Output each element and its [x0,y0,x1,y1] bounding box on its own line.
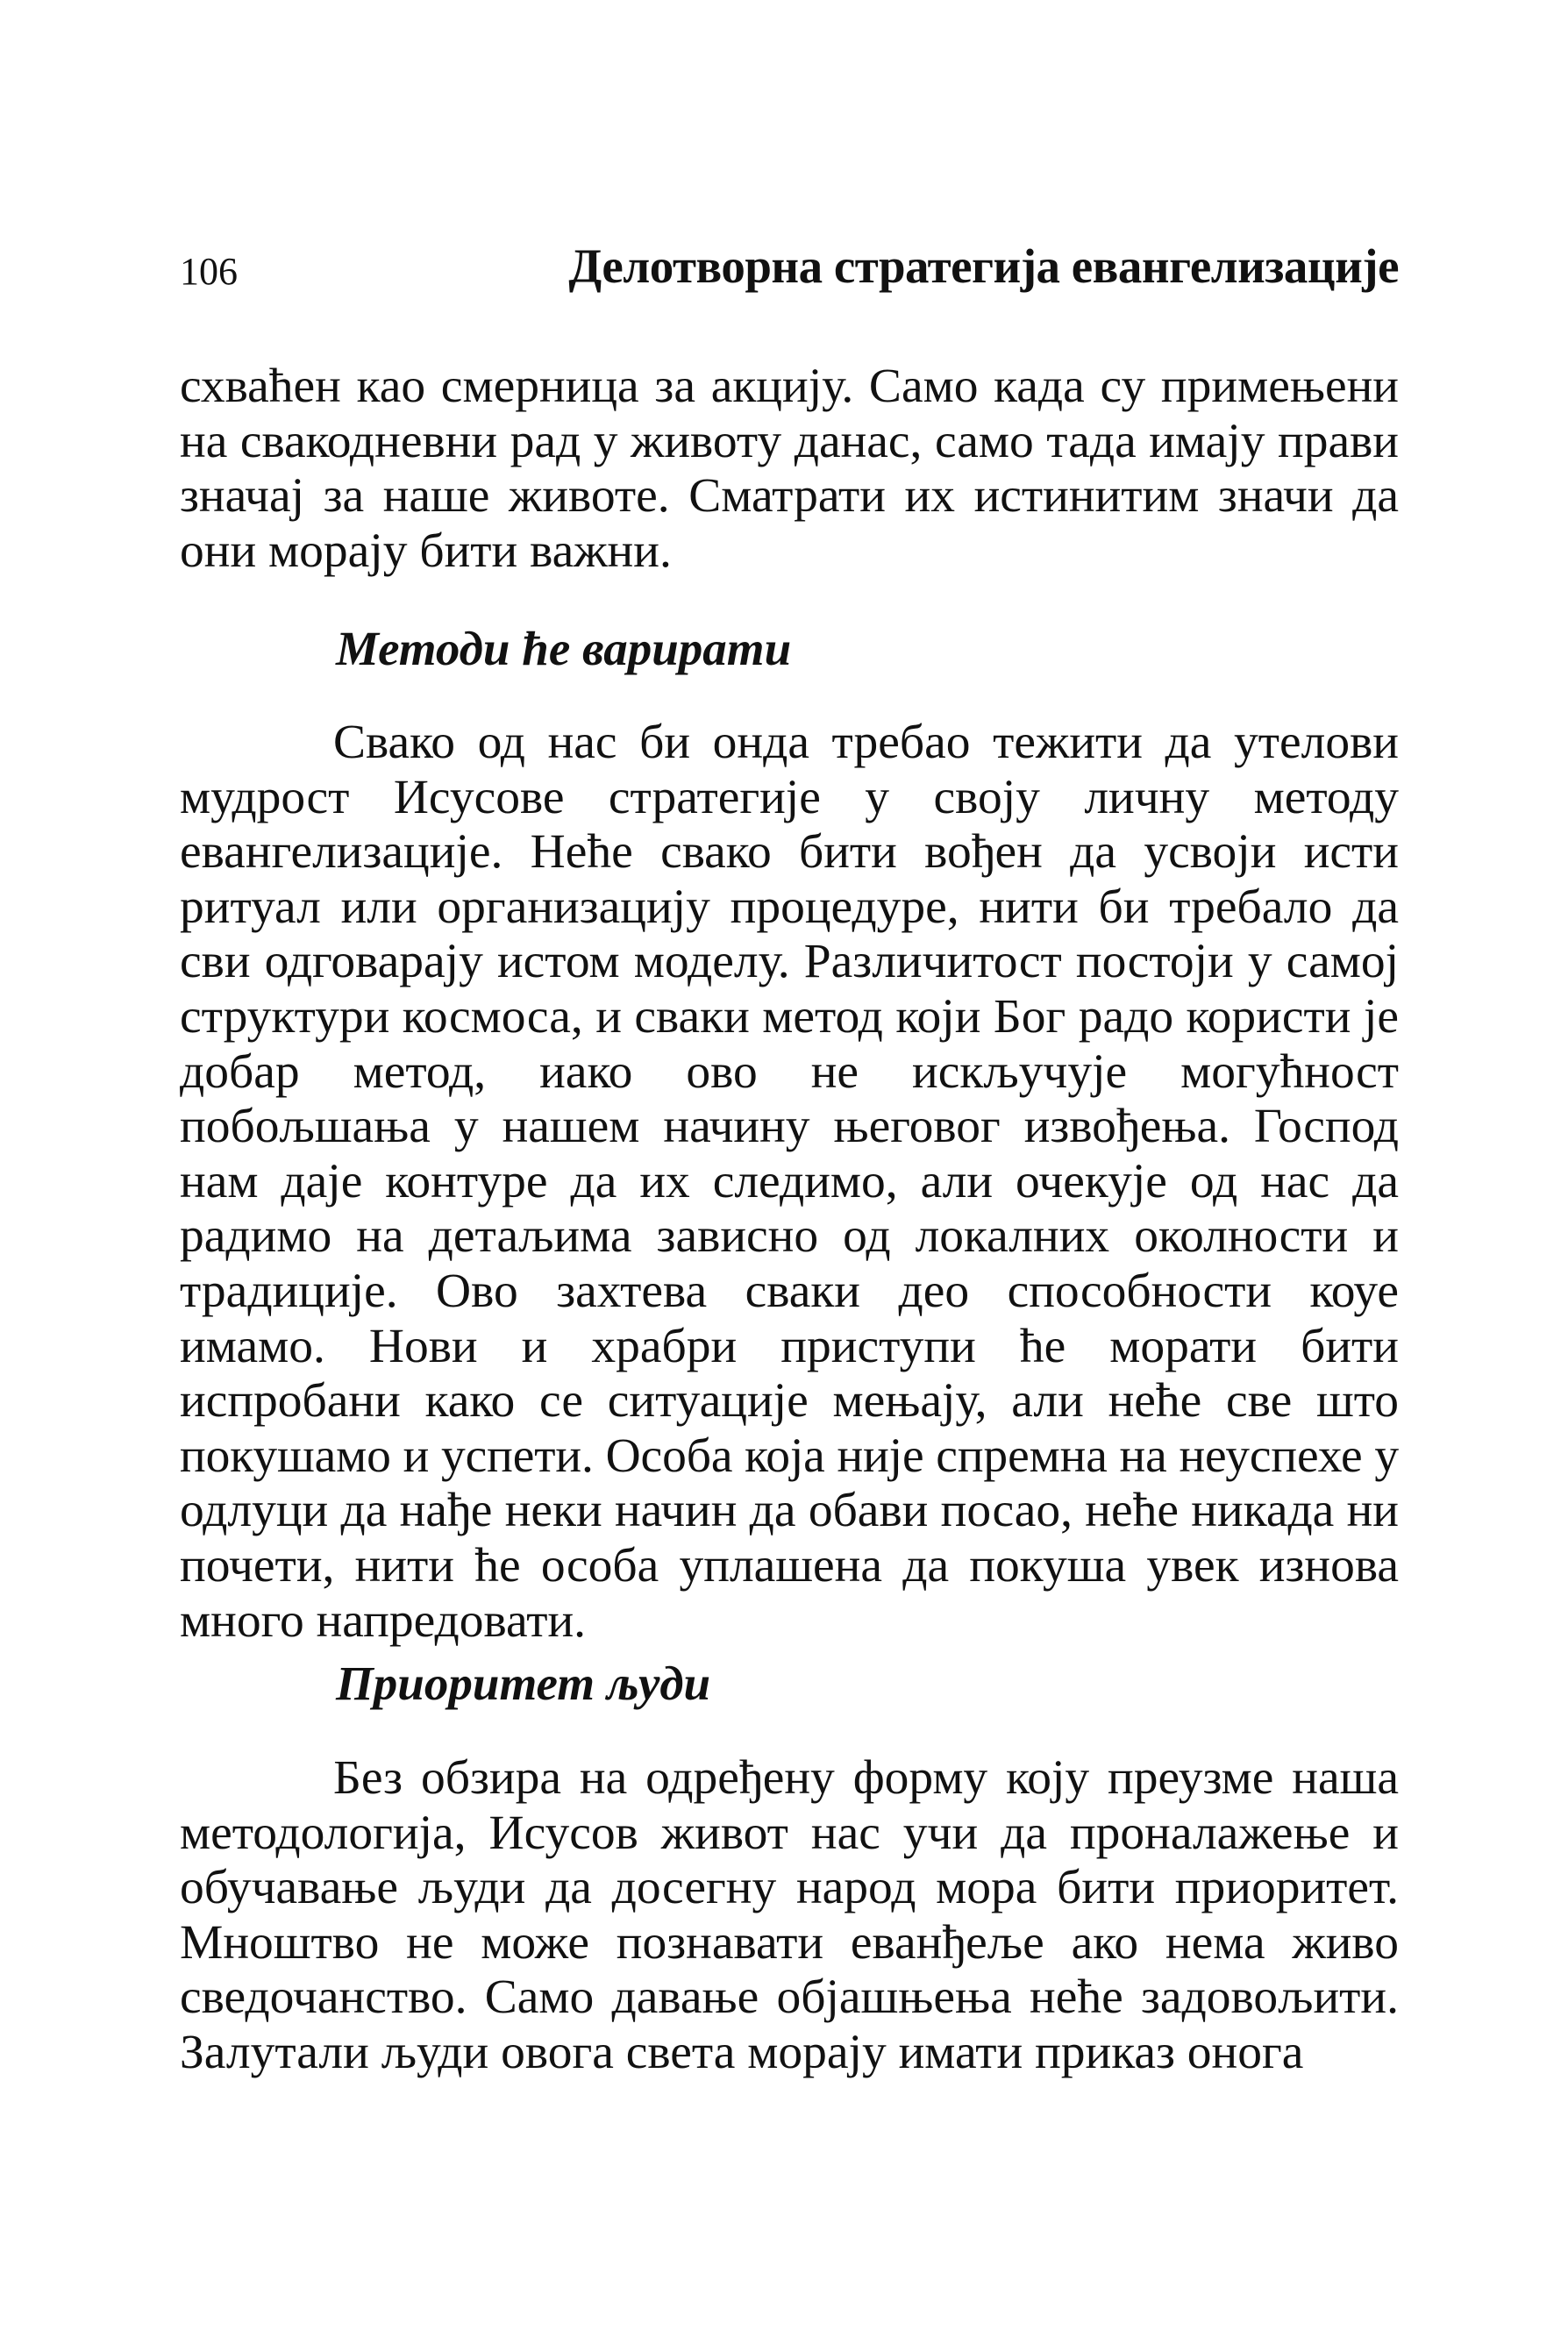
text-line: они морају бити важни. [180,524,672,578]
text-line: почети, нити ће особа уплашена да покуша увек изнова [180,1538,1399,1593]
text-line: мудрост Исусове стратегије у своју личну методу [180,770,1399,824]
text-line: обучавање људи да досегну народ мора бити приоритет. [180,1861,1399,1915]
text-line: испробани како се ситуације мењају, али неће све што [180,1374,1399,1429]
paragraph-3 [180,1751,1399,2081]
text-line: евангелизације. Неће свако бити вођен да усвоји исти [180,825,1399,880]
text-line: схваћен као смерница за акцију. Само када су примењени [180,360,1399,413]
text-line: Мноштво не може познавати еванђеље ако нема живо [180,1915,1399,1970]
text-line: имамо. Нови и храбри приступи ће морати бити [180,1319,1399,1373]
text-line: покушамо и успети. Особа која није спремна на неуспехе у [180,1429,1399,1483]
text-line: много напредовати. [180,1593,587,1648]
page-number: 106 [180,250,238,293]
text-line: радимо на детаљима зависно од локалних околности и [180,1209,1399,1264]
section-heading-priority: Приоритет људи [336,1657,711,1710]
text-line: Залутали људи овога света морају имати приказ онога [180,2025,1304,2079]
text-line: ритуал или организацију процедуре, нити би требало да [180,880,1399,934]
section-heading-methods: Методи ће варирати [336,622,792,675]
text-line: нам даје контуре да их следимо, али очекује од нас да [180,1154,1399,1208]
paragraph-1 [180,360,1399,579]
text-line: структури космоса, и сваки метод који Бог радо користи је [180,989,1399,1044]
text-line-indented [180,1751,1399,1806]
text-line: сведочанство. Само давање објашњења неће задовољити. [180,1970,1399,2025]
text-line: значај за наше животе. Сматрати их истинитим значи да [180,469,1399,524]
text-line: добар метод, иако ово не искључује могућност [180,1044,1399,1099]
text-line: сви одговарају истом моделу. Различитост постоји у самој [180,935,1399,989]
text-line: на свакодневни рад у животу данас, само тада имају прави [180,414,1399,468]
text-line: побољшања у нашем начину његовог извођења. Господ [180,1100,1399,1154]
text-line: одлуци да нађе неки начин да обави посао, неће никада ни [180,1484,1399,1538]
paragraph-2 [180,716,1399,1649]
text-line: традиције. Ово захтева сваки део способности коуе [180,1264,1399,1318]
running-title: Делотворна стратегија евангелизације [568,239,1399,293]
text-line: методологија, Исусов живот нас учи да проналажење и [180,1806,1399,1860]
text-line-content: Свако од нас би онда требао тежити да утелови [333,716,1399,769]
text-line-content: Без обзира на одређену форму коју преузме наша [333,1751,1399,1805]
text-line-indented [180,716,1399,771]
page-header [180,239,1399,300]
